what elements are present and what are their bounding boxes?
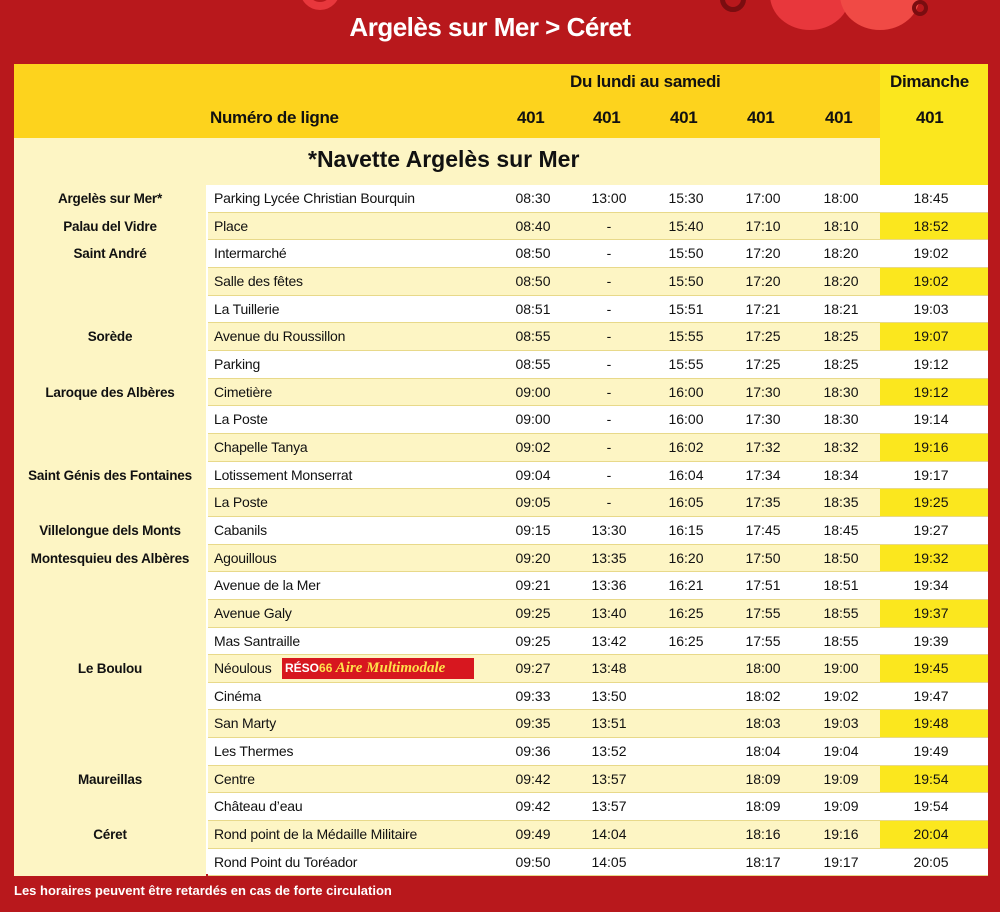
time-cell: 08:40 [515,217,551,234]
time-cell: 19:17 [913,466,949,483]
time-cell: 16:02 [668,438,704,455]
time-cell: 18:09 [745,770,781,787]
time-cell: 09:50 [515,853,551,870]
time-cell: 09:21 [515,577,551,594]
city-cell [14,351,206,379]
time-cell: 13:35 [591,549,627,566]
time-cell: 19:03 [913,300,949,317]
time-cell: 17:00 [745,190,781,206]
time-cell: 13:00 [591,190,627,206]
time-cell: 08:55 [515,355,551,372]
city-cell [14,683,206,711]
city-cell [14,793,206,821]
weekday-label: Du lundi au samedi [570,72,721,91]
timetable [14,64,988,874]
time-cell: 19:16 [913,438,949,455]
table-row [14,766,988,794]
time-cell: 19:54 [913,798,949,815]
time-cell: 16:04 [668,466,704,483]
time-cell: 19:14 [913,411,949,428]
stop-name: Rond Point du Toréador [214,853,358,870]
time-cell: 19:32 [913,549,949,566]
stop-name: Cinéma [214,687,262,704]
time-cell: 19:04 [823,743,859,760]
city-cell [14,489,206,517]
time-cell: 19:49 [913,743,949,760]
stop-name: Intermarché [214,245,287,262]
city-cell: Laroque des Albères [14,379,206,407]
line-number: 401 [916,108,944,127]
time-cell: 17:10 [745,217,781,234]
table-row [14,793,988,821]
time-cell: 18:55 [823,632,859,649]
time-cell: 17:30 [745,383,781,400]
time-cell: 16:15 [668,521,704,538]
time-cell: 18:02 [745,687,781,704]
time-cell: 18:17 [745,853,781,870]
time-cell: 17:35 [745,494,781,511]
time-cell: - [606,383,612,400]
table-row [14,406,988,434]
time-cell: 13:42 [591,632,627,649]
time-cell: 18:00 [745,660,781,677]
city-cell [14,572,206,600]
table-row [14,296,988,324]
time-cell: 17:25 [745,328,781,345]
table-row [14,351,988,379]
city-cell: Montesquieu des Albères [14,545,206,573]
time-cell: 09:42 [515,798,551,815]
table-row [14,434,988,462]
time-cell: 19:03 [823,715,859,732]
time-cell: 16:00 [668,411,704,428]
time-cell: 09:20 [515,549,551,566]
stop-name: Néoulous [214,660,272,677]
time-cell: 13:57 [591,798,627,815]
table-row [14,628,988,656]
stop-name: Les Thermes [214,743,294,760]
time-cell: 09:33 [515,687,551,704]
navette-label: *Navette Argelès sur Mer [308,146,580,172]
table-row [14,489,988,517]
time-cell: 18:32 [823,438,859,455]
table-row [14,821,988,849]
reso66-badge [282,658,474,679]
table-row [14,462,988,490]
time-cell: 18:45 [823,521,859,538]
stop-name: Cabanils [214,521,267,538]
city-cell: Sorède [14,323,206,351]
time-cell: 19:34 [913,577,949,594]
time-cell: 19:02 [913,272,949,289]
time-cell: 15:55 [668,355,704,372]
time-cell: 08:50 [515,245,551,262]
line-number: 401 [517,108,545,127]
time-cell: 15:40 [668,217,704,234]
time-cell: 17:45 [745,521,781,538]
time-cell: 17:21 [745,300,781,317]
city-cell [14,406,206,434]
time-cell: - [606,300,612,317]
table-row [14,600,988,628]
time-cell: 19:00 [823,660,859,677]
time-cell: 16:00 [668,383,704,400]
decor-circle [720,0,746,12]
table-row [14,379,988,407]
time-cell: 18:20 [823,245,859,262]
time-cell: 20:05 [913,853,949,870]
time-cell: 09:00 [515,411,551,428]
multimodal-label: Aire Multimodale [335,660,446,677]
time-cell: 18:45 [913,190,949,206]
time-cell: 15:51 [668,300,704,317]
row-divider [208,875,988,876]
time-cell: 17:51 [745,577,781,594]
time-cell: 17:20 [745,272,781,289]
time-cell: 18:30 [823,411,859,428]
time-cell: 19:02 [823,687,859,704]
time-cell: 09:00 [515,383,551,400]
time-cell: 09:04 [515,466,551,483]
table-row [14,213,988,241]
time-cell: - [606,494,612,511]
time-cell: 08:50 [515,272,551,289]
time-cell: 17:50 [745,549,781,566]
time-cell: 18:51 [823,577,859,594]
time-cell: 19:16 [823,826,859,843]
table-row [14,268,988,296]
city-cell: Maureillas [14,766,206,794]
city-cell [14,628,206,656]
time-cell: 17:55 [745,604,781,621]
time-cell: - [606,438,612,455]
stop-name: Mas Santraille [214,632,300,649]
table-row [14,738,988,766]
time-cell: 13:30 [591,521,627,538]
line-number: 401 [593,108,621,127]
stop-name: Parking Lycée Christian Bourquin [214,190,415,206]
time-cell: 19:17 [823,853,859,870]
city-cell [14,268,206,296]
table-row [14,545,988,573]
time-cell: 16:25 [668,632,704,649]
time-cell: 09:27 [515,660,551,677]
city-cell: Le Boulou [14,655,206,683]
time-cell: 09:42 [515,770,551,787]
time-cell: 18:21 [823,300,859,317]
time-cell: 17:32 [745,438,781,455]
time-cell: 20:04 [913,826,949,843]
time-cell: 18:35 [823,494,859,511]
time-cell: 09:35 [515,715,551,732]
sunday-label: Dimanche [890,72,969,91]
time-cell: 18:55 [823,604,859,621]
time-cell: 15:55 [668,328,704,345]
time-cell: 14:05 [591,853,627,870]
time-cell: 09:25 [515,604,551,621]
time-cell: 13:36 [591,577,627,594]
time-cell: 15:30 [668,190,704,206]
time-cell: 13:52 [591,743,627,760]
city-cell [14,600,206,628]
time-cell: 15:50 [668,272,704,289]
time-cell: 16:05 [668,494,704,511]
time-cell: 09:05 [515,494,551,511]
city-cell: Saint Génis des Fontaines [14,462,206,490]
table-row [14,683,988,711]
stop-name: Avenue Galy [214,604,292,621]
time-cell: 13:50 [591,687,627,704]
time-cell: 18:52 [913,217,949,234]
stop-name: La Poste [214,411,268,428]
time-cell: 19:12 [913,355,949,372]
stop-name: Parking [214,355,261,372]
time-cell: 18:00 [823,190,859,206]
table-row [14,240,988,268]
time-cell: 18:30 [823,383,859,400]
line-number: 401 [670,108,698,127]
time-cell: 18:34 [823,466,859,483]
time-cell: 19:02 [913,245,949,262]
reso-number: 66 [319,661,333,676]
footer-note: Les horaires peuvent être retardés en cas de forte circulation [14,883,392,898]
time-cell: 18:04 [745,743,781,760]
time-cell: 18:09 [745,798,781,815]
time-cell: - [606,411,612,428]
time-cell: 17:34 [745,466,781,483]
city-cell: Palau del Vidre [14,213,206,241]
time-cell: - [606,328,612,345]
stop-name: Salle des fêtes [214,272,303,289]
time-cell: 09:02 [515,438,551,455]
time-cell: - [606,217,612,234]
table-row [14,710,988,738]
time-cell: 09:25 [515,632,551,649]
city-cell: Saint André [14,240,206,268]
stop-name: La Poste [214,494,268,511]
stop-name: Agouillous [214,549,277,566]
table-row [14,655,988,683]
time-cell: 19:09 [823,798,859,815]
stop-name: Avenue du Roussillon [214,328,346,345]
time-cell: 19:54 [913,770,949,787]
time-cell: 15:50 [668,245,704,262]
city-cell [14,296,206,324]
time-cell: - [606,355,612,372]
stop-name: San Marty [214,715,276,732]
time-cell: 18:16 [745,826,781,843]
decor-circle [300,0,340,10]
city-cell [14,849,206,877]
time-cell: 19:25 [913,494,949,511]
time-cell: 19:47 [913,687,949,704]
time-cell: - [606,466,612,483]
line-number: 401 [747,108,775,127]
time-cell: 19:45 [913,660,949,677]
table-row [14,517,988,545]
time-cell: 19:27 [913,521,949,538]
stop-name: La Tuillerie [214,300,280,317]
city-cell: Céret [14,821,206,849]
time-cell: 19:48 [913,715,949,732]
time-cell: 19:37 [913,604,949,621]
time-cell: 17:30 [745,411,781,428]
stop-name: Place [214,217,249,234]
time-cell: 13:40 [591,604,627,621]
table-row [14,323,988,351]
stop-name: Cimetière [214,383,273,400]
time-cell: 18:10 [823,217,859,234]
time-cell: 16:21 [668,577,704,594]
line-number: 401 [825,108,853,127]
table-row [14,572,988,600]
time-cell: 18:20 [823,272,859,289]
time-cell: 14:04 [591,826,627,843]
city-cell: Argelès sur Mer* [14,185,206,213]
time-cell: 13:51 [591,715,627,732]
time-cell: 09:49 [515,826,551,843]
stop-name: Lotissement Monserrat [214,466,353,483]
timetable-rows [14,185,988,876]
reso-text: RÉSO [285,661,320,676]
stop-name: Château d’eau [214,798,303,815]
time-cell: 08:30 [515,190,551,206]
line-number-label: Numéro de ligne [210,108,339,127]
time-cell: 18:25 [823,328,859,345]
time-cell: 08:51 [515,300,551,317]
stop-name: Centre [214,770,255,787]
city-cell [14,434,206,462]
time-cell: 16:20 [668,549,704,566]
time-cell: 17:55 [745,632,781,649]
time-cell: 18:50 [823,549,859,566]
time-cell: 19:07 [913,328,949,345]
city-cell [14,738,206,766]
time-cell: 17:20 [745,245,781,262]
time-cell: 13:57 [591,770,627,787]
subheader-sunday-band [880,138,988,185]
time-cell: 08:55 [515,328,551,345]
time-cell: 09:36 [515,743,551,760]
time-cell: 13:48 [591,660,627,677]
time-cell: - [606,245,612,262]
table-row [14,849,988,877]
time-cell: 19:09 [823,770,859,787]
page-title: Argelès sur Mer > Céret [349,12,631,42]
stop-name: Chapelle Tanya [214,438,308,455]
time-cell: 18:03 [745,715,781,732]
stop-name: Rond point de la Médaille Militaire [214,826,418,843]
time-cell: - [606,272,612,289]
time-cell: 19:39 [913,632,949,649]
city-cell: Villelongue dels Monts [14,517,206,545]
time-cell: 09:15 [515,521,551,538]
time-cell: 16:25 [668,604,704,621]
city-cell [14,710,206,738]
time-cell: 19:12 [913,383,949,400]
table-row [14,185,988,213]
time-cell: 17:25 [745,355,781,372]
stop-name: Avenue de la Mer [214,577,321,594]
time-cell: 18:25 [823,355,859,372]
